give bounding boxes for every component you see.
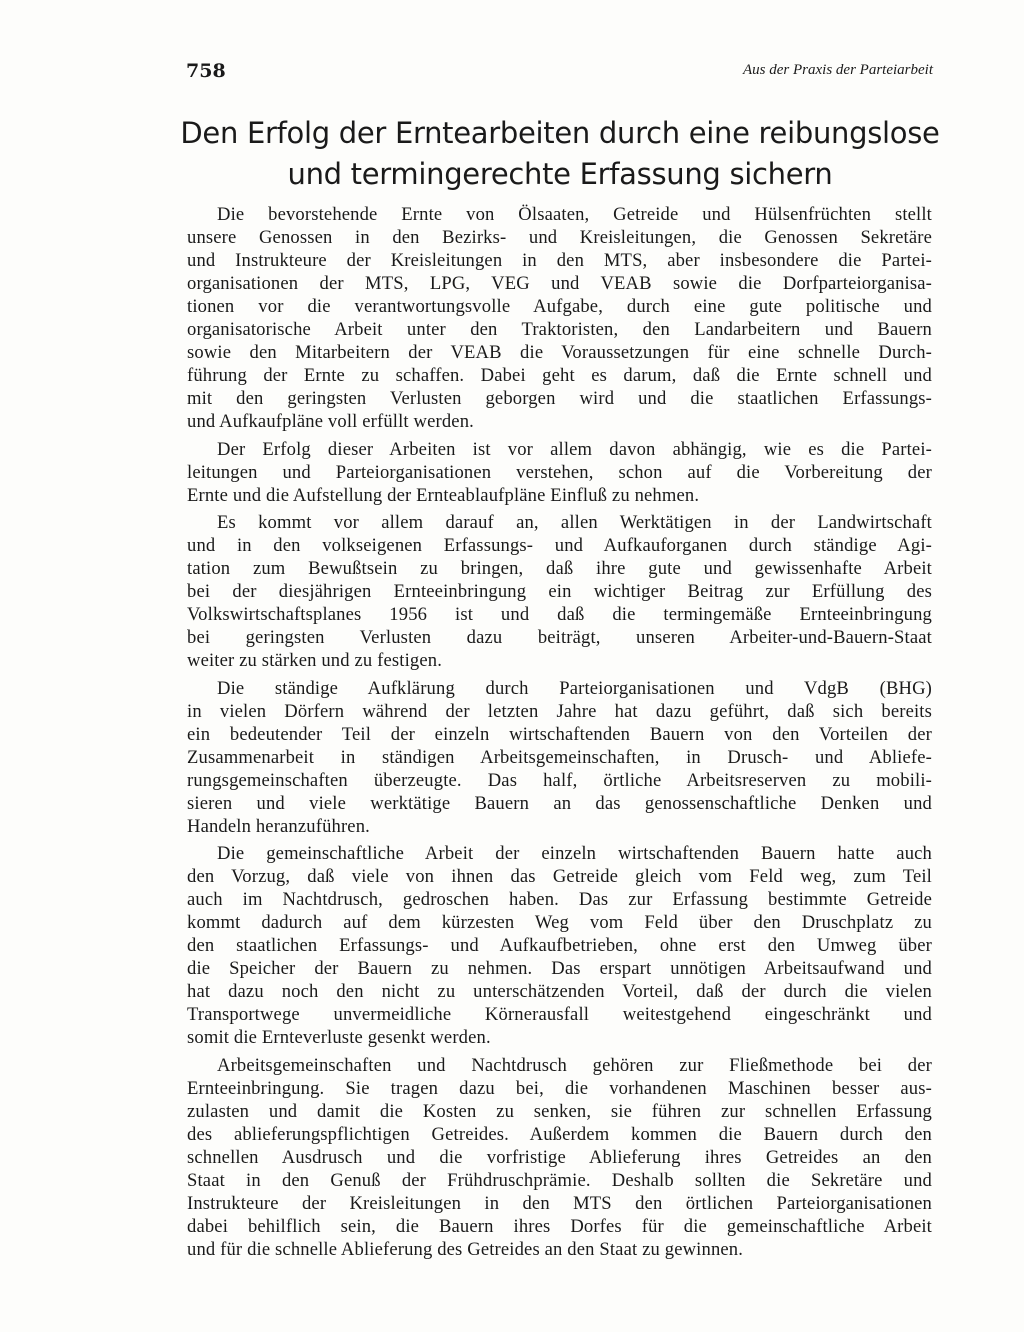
text-line: somit die Ernteverluste gesenkt werden. (187, 1027, 491, 1048)
text-line: den Vorzug, daß viele von ihnen das Getreide gleich vom Feld weg, zum Teil (187, 866, 932, 887)
text-line: tation zum Bewußtsein zu bringen, daß ihre gute und gewissenhafte Arbeit (187, 558, 932, 579)
text-line: leitungen und Parteiorganisationen verstehen, schon auf die Vorbereitung der (187, 461, 932, 483)
text-line: kommt dadurch auf dem kürzesten Weg vom Feld über den Druschplatz zu (187, 912, 932, 933)
text-line: Handeln heranzuführen. (187, 815, 370, 837)
page-number: 758 (186, 60, 226, 82)
text-line: zulasten und damit die Kosten zu senken, sie führen zur schnellen Erfassung (187, 1100, 932, 1122)
paragraph (187, 1054, 932, 1261)
article-body (187, 203, 932, 1265)
text-line: sieren und viele werktätige Bauern an das genossenschaftliche Denken und (187, 792, 932, 814)
text-line: bei geringsten Verlusten dazu beiträgt, unseren Arbeiter-und-Bauern-Staat (187, 627, 932, 648)
article-title-line: und termingerechte Erfassung sichern (287, 157, 833, 191)
text-line: Instrukteure der Kreisleitungen in den MTS den örtlichen Parteiorganisationen (187, 1192, 932, 1214)
text-line: und Instrukteure der Kreisleitungen in den MTS, aber insbesondere die Partei- (187, 250, 932, 271)
text-line: mit den geringsten Verlusten geborgen wird und die staatlichen Erfassungs- (187, 388, 932, 409)
text-line: Ernteeinbringung. Sie tragen dazu bei, die vorhandenen Maschinen besser aus- (187, 1077, 932, 1099)
article-title (170, 113, 950, 195)
text-line: unsere Genossen in den Bezirks- und Kreisleitungen, die Genossen Sekretäre (187, 227, 932, 248)
running-head: Aus der Praxis der Parteiarbeit (743, 62, 933, 78)
text-line: organisationen der MTS, LPG, VEG und VEAB sowie die Dorfparteiorganisa- (187, 273, 932, 294)
text-line: die Speicher der Bauern zu nehmen. Das erspart unnötigen Arbeitsaufwand und (187, 958, 932, 979)
text-line: Die ständige Aufklärung durch Parteiorganisationen und VdgB (BHG) (217, 677, 932, 699)
text-line: Staat in den Genuß der Frühdruschprämie. Deshalb sollten die Sekretäre und (187, 1169, 932, 1191)
text-line: und Aufkaufpläne voll erfüllt werden. (187, 411, 474, 432)
text-line: Zusammenarbeit in ständigen Arbeitsgemeinschaften, in Drusch- und Abliefe- (187, 746, 932, 768)
text-line: weiter zu stärken und zu festigen. (187, 650, 442, 671)
text-line: ein bedeutender Teil der einzeln wirtschaftenden Bauern von den Vorteilen der (187, 723, 932, 745)
paragraph (187, 438, 932, 507)
text-line: schnellen Ausdrusch und die vorfristige Ablieferung ihres Getreides an den (187, 1146, 932, 1168)
text-line: und in den volkseigenen Erfassungs- und Aufkauforganen durch ständige Agi- (187, 535, 932, 556)
text-line: Es kommt vor allem darauf an, allen Werktätigen in der Landwirtschaft (217, 512, 932, 533)
text-line: organisatorische Arbeit unter den Traktoristen, den Landarbeitern und Bauern (187, 319, 932, 340)
text-line: hat dazu noch den nicht zu unterschätzenden Vorteil, daß der durch die vielen (187, 981, 932, 1002)
text-line: auch im Nachtdrusch, gedroschen haben. Das zur Erfassung bestimmte Getreide (187, 889, 932, 910)
text-line: Transportwege unvermeidliche Körnerausfall weitestgehend eingeschränkt und (187, 1004, 932, 1025)
text-line: rungsgemeinschaften überzeugte. Das half, örtliche Arbeitsreserven zu mobili- (187, 769, 932, 791)
text-line: in vielen Dörfern während der letzten Jahre hat dazu geführt, daß sich bereits (187, 700, 932, 722)
text-line: Ernte und die Aufstellung der Ernteablaufpläne Einfluß zu nehmen. (187, 484, 700, 506)
text-line: den staatlichen Erfassungs- und Aufkaufbetrieben, ohne erst den Umweg über (187, 935, 932, 956)
text-line: Die bevorstehende Ernte von Ölsaaten, Getreide und Hülsenfrüchten stellt (217, 204, 932, 225)
text-line: sowie den Mitarbeitern der VEAB die Voraussetzungen für eine schnelle Durch- (187, 342, 932, 363)
text-line: des ablieferungspflichtigen Getreides. Außerdem kommen die Bauern durch den (187, 1123, 932, 1145)
paragraph (187, 842, 932, 1049)
text-line: Volkswirtschaftsplanes 1956 ist und daß die termingemäße Ernteeinbringung (187, 604, 932, 625)
text-line: bei der diesjährigen Ernteeinbringung ein wichtiger Beitrag zur Erfüllung des (187, 581, 932, 602)
text-line: Der Erfolg dieser Arbeiten ist vor allem davon abhängig, wie es die Partei- (217, 438, 932, 460)
article-title-line: Den Erfolg der Erntearbeiten durch eine reibungslose (180, 116, 940, 150)
text-line: Arbeitsgemeinschaften und Nachtdrusch gehören zur Fließmethode bei der (217, 1054, 932, 1076)
text-line: führung der Ernte zu schaffen. Dabei geht es darum, daß die Ernte schnell und (187, 365, 932, 386)
paragraph (187, 511, 932, 672)
paragraph (187, 677, 932, 838)
text-line: tionen vor die verantwortungsvolle Aufgabe, durch eine gute politische und (187, 296, 932, 317)
paragraph (187, 203, 932, 433)
text-line: Die gemeinschaftliche Arbeit der einzeln wirtschaftenden Bauern hatte auch (217, 843, 932, 864)
text-line: und für die schnelle Ablieferung des Getreides an den Staat zu gewinnen. (187, 1238, 744, 1260)
text-line: dabei behilflich sein, die Bauern ihres Dorfes für die gemeinschaftliche Arbeit (187, 1215, 932, 1237)
page-header (186, 60, 933, 90)
